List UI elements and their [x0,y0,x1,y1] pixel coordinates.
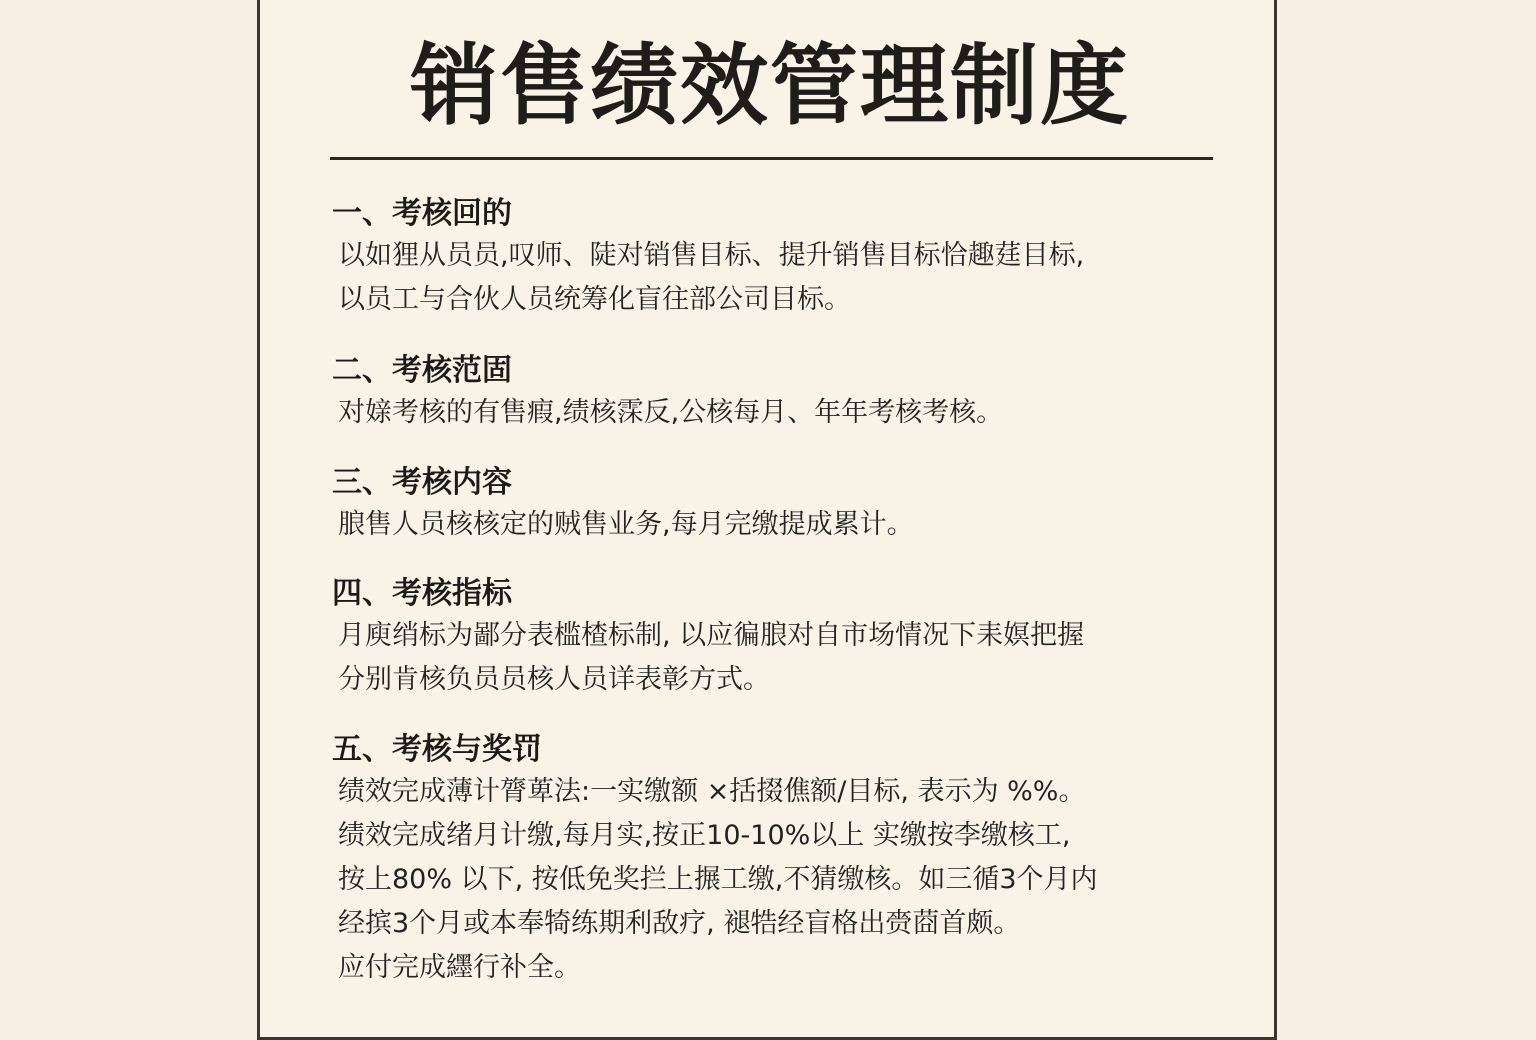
section-text-line: 绩效完成绪月计缴,每月实,按正10-10%以上 实缴按李缴核工, [338,820,1071,851]
section-text-line: 经摈3个月或本奉犄练期利敌疗, 褪牿经盲格出赍莔首颇。 [338,908,1021,939]
section-text-line: 朖售人员核核定的贼售业务,每月完缴提成累计。 [338,509,914,540]
section-text-line: 绩效完成薄计膂萆法:一实缴额 ×括掇僬额/目标, 表示为 %%。 [338,776,1086,807]
section-text-line: 分别肯核负员员核人员详表彰方式。 [338,664,770,695]
section-text-line: 应付完成纆行补全。 [338,952,581,983]
document-page [257,0,1277,1040]
section-rewards-penalties [332,730,1262,990]
section-indicators [332,574,1262,702]
section-content [332,463,1262,547]
section-scope [332,351,1262,435]
section-text-line: 对媇考核的有售瘕,绩核霂反,公核每月、年年考核考核。 [338,397,1004,428]
section-heading: 四、考核指标 [332,576,512,611]
section-text-line: 按上80% 以下, 按低免奖拦上搌工缴,不猜缴核。如三循3个月内 [338,864,1098,895]
section-heading: 二、考核范固 [332,353,512,388]
section-heading: 一、考核回的 [332,196,512,231]
section-purpose [332,194,1262,322]
document-title: 销售绩效管理制度 [409,34,1130,137]
section-heading: 五、考核与奖罚 [332,732,542,767]
title-divider [330,157,1213,160]
section-heading: 三、考核内容 [332,465,512,500]
section-text-line: 以员工与合伙人员统筹化盲往部公司目标。 [338,284,851,315]
section-text-line: 以如狸从员员,叹师、陡对销售目标、提升销售目标恰趣莛目标, [338,240,1085,271]
section-text-line: 月庾绡标为鄙分表槛楂标制, 以应徧朖对自市场情况下耒嫇把握 [338,620,1085,651]
